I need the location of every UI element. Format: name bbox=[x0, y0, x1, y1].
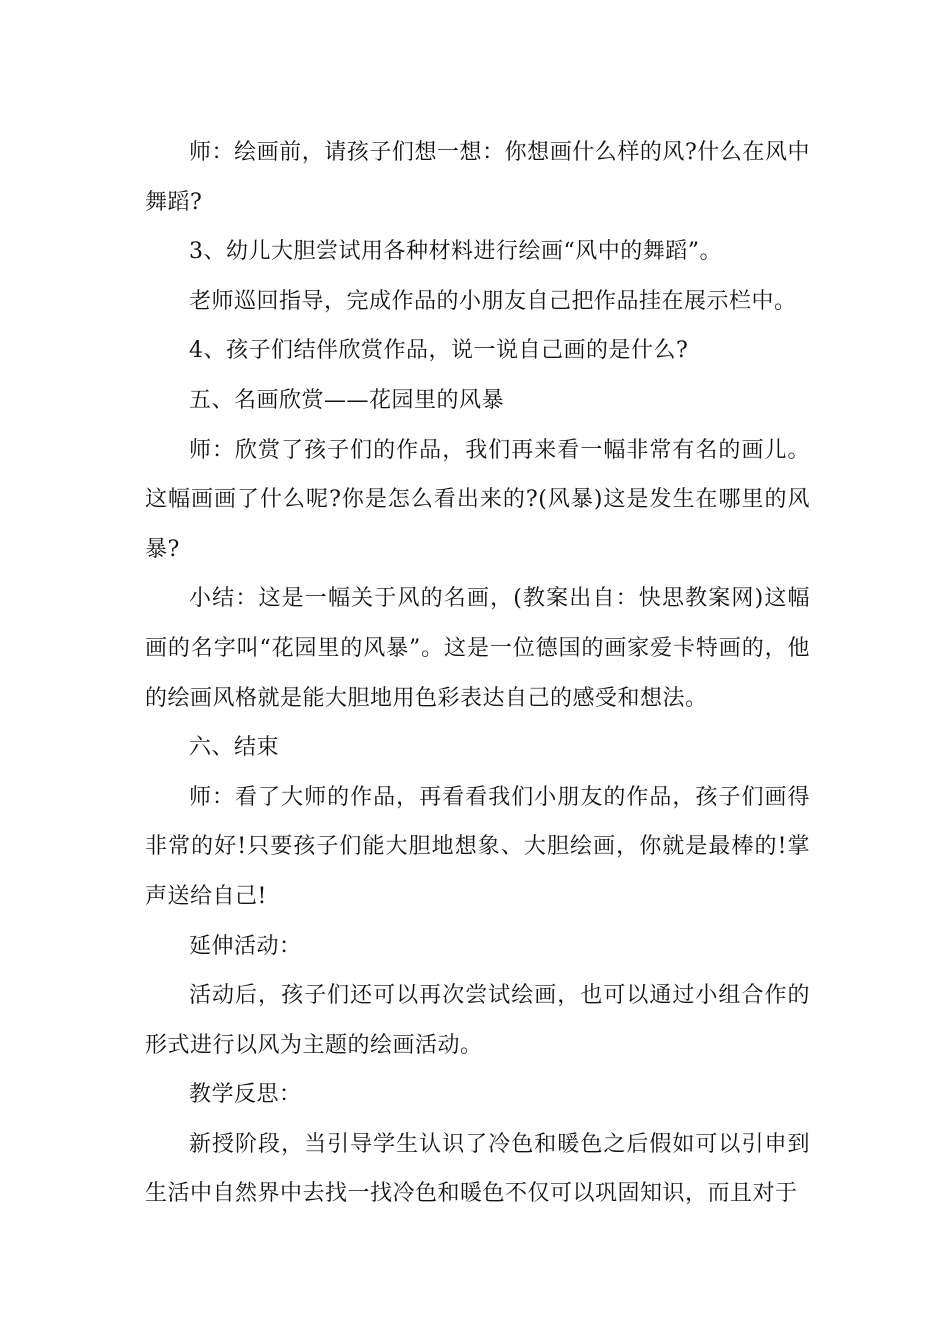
paragraph-1: 师：绘画前，请孩子们想一想：你想画什么样的风?什么在风中舞蹈? bbox=[145, 140, 810, 215]
paragraph-4: 4、孩子们结伴欣赏作品，说一说自己画的是什么? bbox=[189, 338, 689, 364]
teaching-reflection-heading: 教学反思： bbox=[189, 1082, 302, 1108]
paragraph-9: 师：看了大师的作品，再看看我们小朋友的作品，孩子们画得非常的好!只要孩子们能大胆地想象、大胆绘画，你就是最棒的!掌声送给自己! bbox=[145, 784, 810, 909]
document-body bbox=[145, 128, 810, 1219]
paragraph-7: 小结：这是一幅关于风的名画，(教案出自：快思教案网)这幅画的名字叫“花园里的风暴”。这是一位德国的画家爱卡特画的，他的绘画风格就是能大胆地用色彩表达自己的感受和想法。 bbox=[145, 586, 810, 711]
section-heading-5: 五、名画欣赏——花园里的风暴 bbox=[189, 387, 505, 413]
paragraph-11: 活动后，孩子们还可以再次尝试绘画，也可以通过小组合作的形式进行以风为主题的绘画活动。 bbox=[145, 983, 810, 1058]
paragraph-6: 师：欣赏了孩子们的作品，我们再来看一幅非常有名的画儿。这幅画画了什么呢?你是怎么看出来的?(风暴)这是发生在哪里的风暴? bbox=[145, 437, 810, 562]
paragraph-2: 3、幼儿大胆尝试用各种材料进行绘画“风中的舞蹈”。 bbox=[189, 239, 722, 265]
section-heading-6: 六、结束 bbox=[189, 735, 280, 761]
paragraph-3: 老师巡回指导，完成作品的小朋友自己把作品挂在展示栏中。 bbox=[189, 288, 797, 314]
extension-activity-heading: 延伸活动： bbox=[189, 933, 302, 959]
paragraph-13: 新授阶段，当引导学生认识了冷色和暖色之后假如可以引申到生活中自然界中去找一找冷色和暖色不仅可以巩固知识，而且对于 bbox=[145, 1131, 810, 1207]
